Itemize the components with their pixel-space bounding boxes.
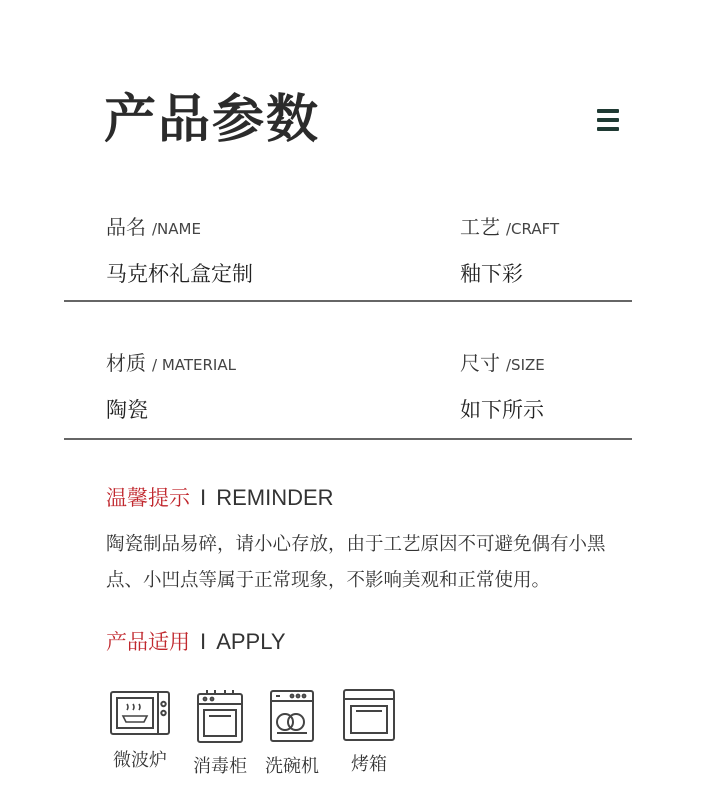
microwave-icon — [109, 688, 171, 738]
param-size-label-cn: 尺寸 — [460, 351, 500, 375]
page-title: 产品参数 — [104, 90, 321, 150]
param-craft-label-en: /CRAFT — [506, 220, 560, 238]
apply-title-en: APPLY — [216, 629, 286, 654]
reminder-text: 陶瓷制品易碎，请小心存放，由于工艺原因不可避免偶有小黑点、小凹点等属于正常现象，不影响美观和正常使用。 — [106, 534, 606, 591]
param-craft-value: 釉下彩 — [460, 262, 523, 286]
oven-icon — [342, 688, 396, 742]
param-name-value: 马克杯礼盒定制 — [106, 262, 253, 286]
dishwasher-icon — [268, 688, 316, 744]
param-craft-label-cn: 工艺 — [460, 215, 500, 239]
param-material-label-en: / MATERIAL — [152, 356, 236, 374]
param-size-label-en: /SIZE — [506, 356, 545, 374]
apply-heading — [106, 629, 286, 655]
apply-item-label: 烤箱 — [351, 754, 387, 775]
param-size-value: 如下所示 — [460, 398, 544, 422]
param-name-label — [106, 215, 201, 241]
apply-item-label: 微波炉 — [113, 750, 167, 771]
divider — [64, 300, 632, 302]
apply-item-label: 消毒柜 — [193, 756, 247, 777]
disinfection-cabinet-icon — [195, 688, 245, 744]
apply-item-label: 洗碗机 — [265, 756, 319, 777]
hamburger-menu-icon[interactable] — [597, 109, 623, 133]
apply-item-microwave — [105, 688, 175, 772]
apply-item-disinfection-cabinet — [185, 688, 255, 778]
param-material-value: 陶瓷 — [106, 398, 148, 422]
param-size-label — [460, 351, 545, 377]
param-name-label-en: /NAME — [152, 220, 201, 238]
param-craft-label — [460, 215, 559, 241]
apply-title: 产品适用 — [106, 630, 190, 654]
apply-item-oven — [334, 688, 404, 776]
reminder-separator: I — [200, 486, 207, 510]
reminder-title-en: REMINDER — [216, 485, 334, 510]
param-material-label — [106, 351, 236, 377]
param-name-label-cn: 品名 — [106, 215, 146, 239]
param-material-label-cn: 材质 — [106, 351, 146, 375]
reminder-title: 温馨提示 — [106, 486, 190, 510]
apply-separator: I — [200, 630, 207, 654]
apply-item-dishwasher — [257, 688, 327, 778]
divider — [64, 438, 632, 440]
reminder-heading — [106, 485, 334, 511]
